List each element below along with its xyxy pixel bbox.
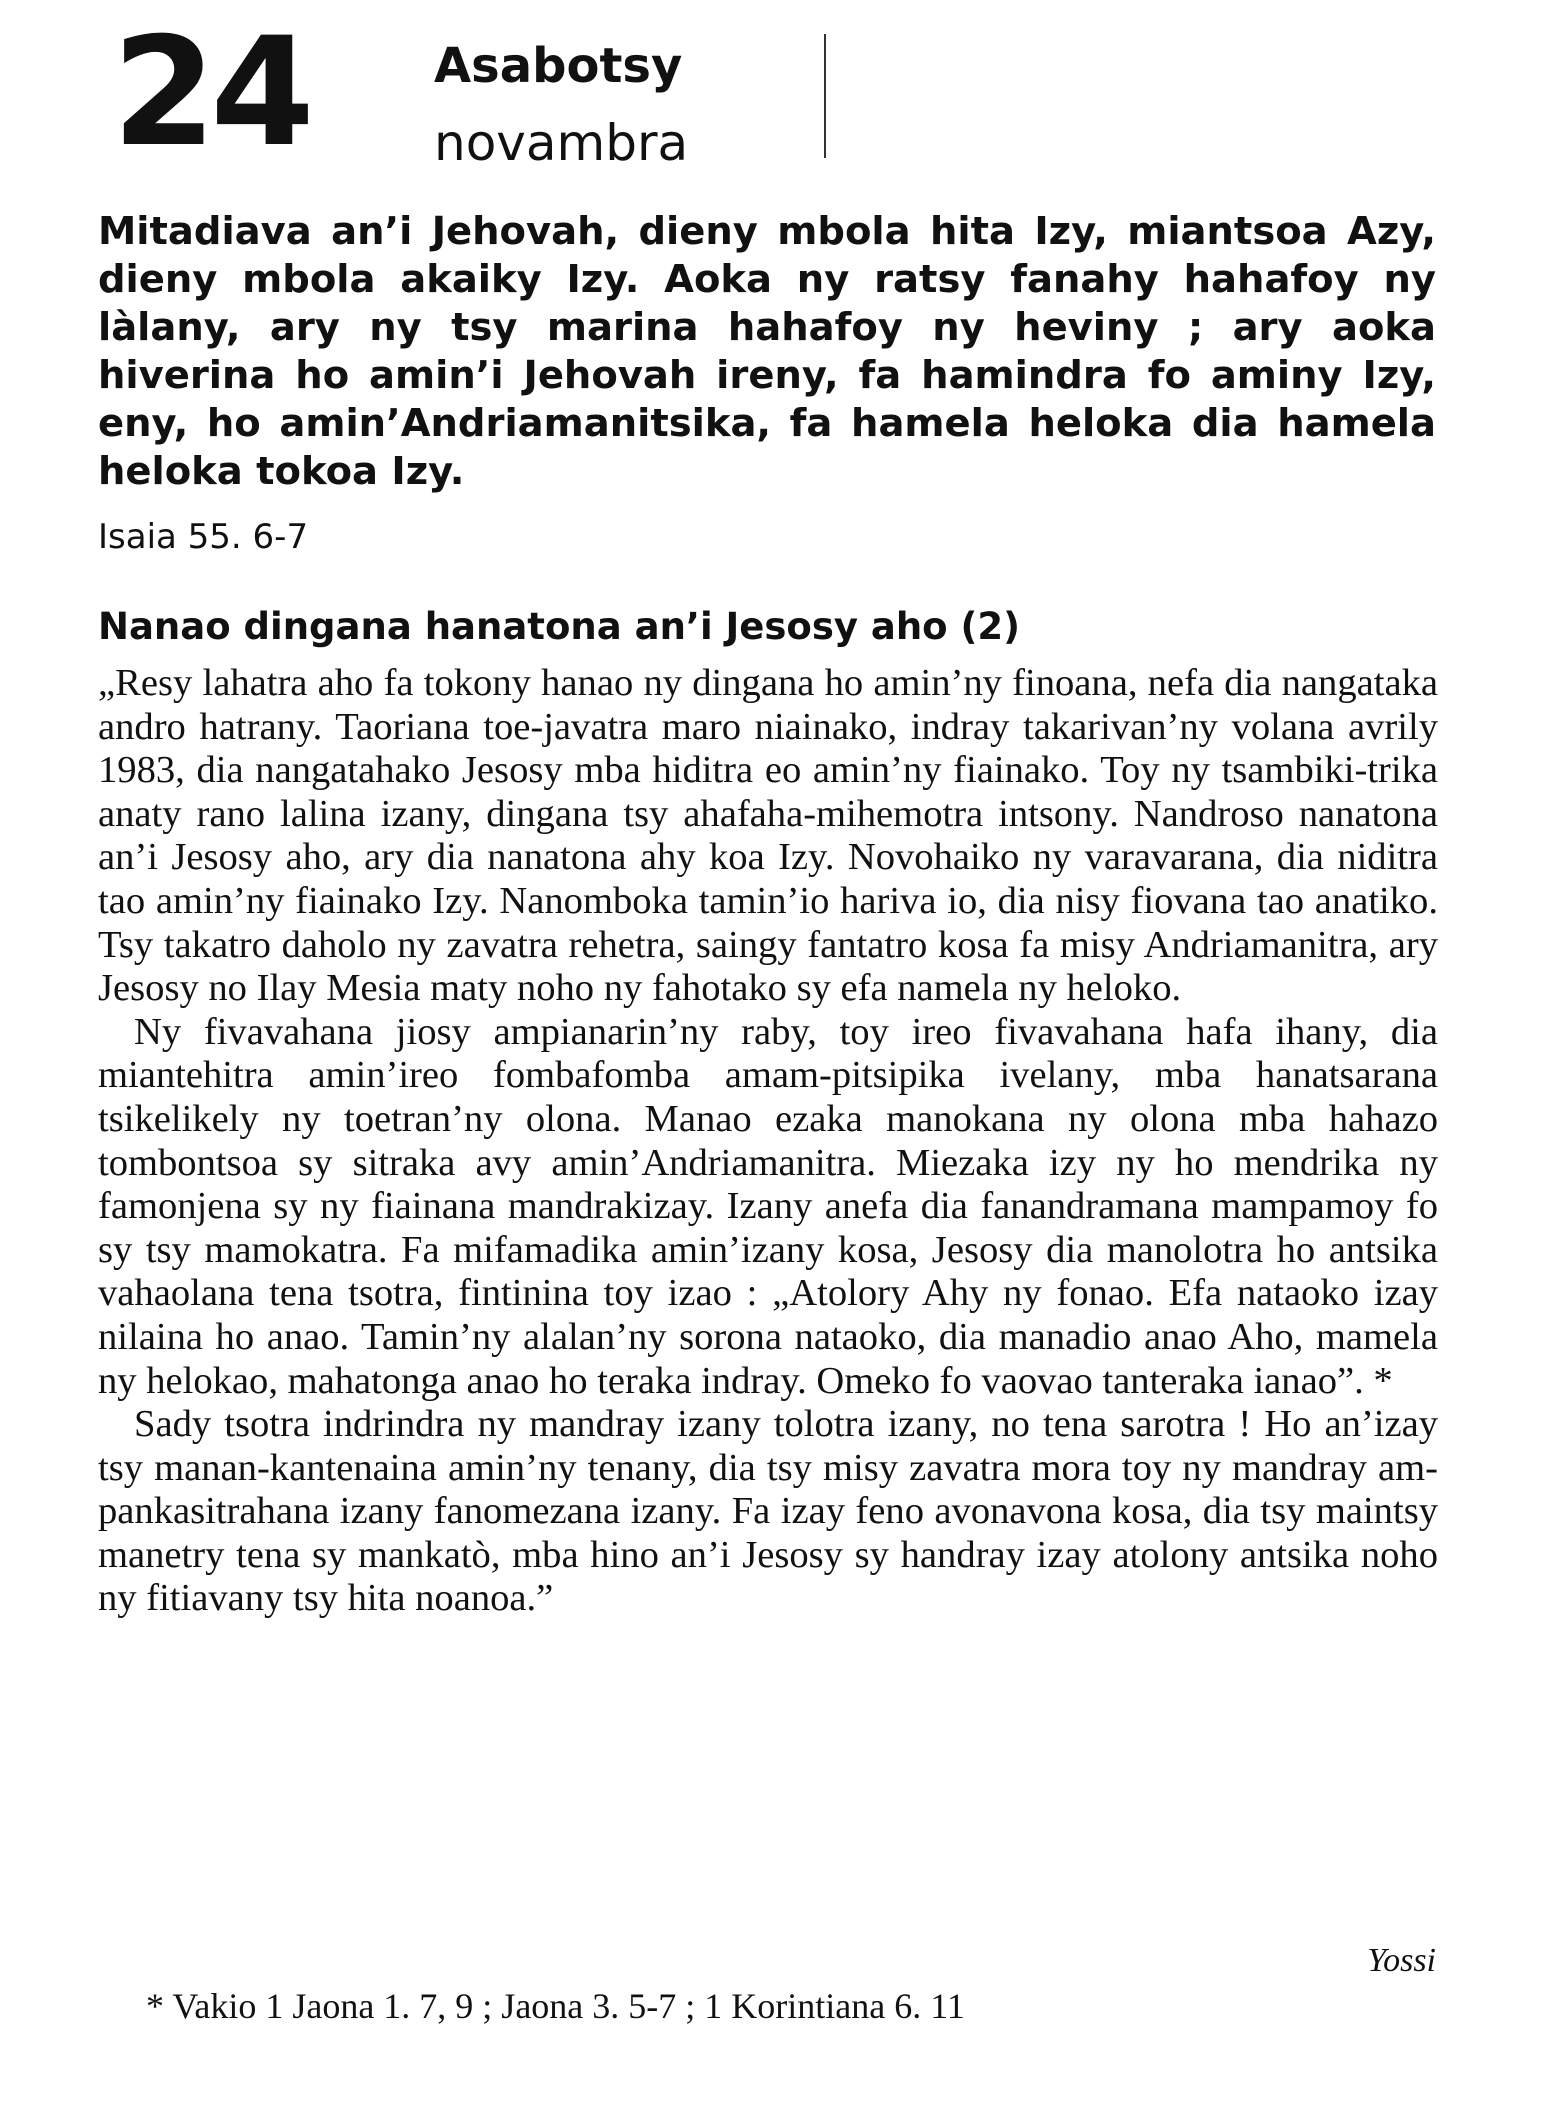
day-number: 24 <box>112 6 309 180</box>
article-paragraph: „Resy lahatra aho fa tokony hanao ny dingana ho amin’ny finoana, nefa dia nangataka andro hatrany. Taoriana toe-javatra maro niainako, indray takarivan’ny volana avrily 1983, dia nangatahako Jesosy mba hiditra eo amin’ny fiainako. Toy ny tsambiki-trika anaty rano lalina izany, dingana tsy ahafaha-mihemotra intsony. Nandroso nanatona an’i Jesosy aho, ary dia nanatona ahy koa Izy. Novohaiko ny varavarana, dia niditra tao amin’ny fiainako Izy. Nanomboka tamin’io hariva io, dia nisy fiovana tao anatiko. Tsy takatro daholo ny zavatra rehetra, saingy fantatro kosa fa misy Andriamanitra, ary Jesosy no Ilay Mesia maty noho ny fahotako sy efa namela ny heloko. <box>98 662 1438 1010</box>
article-title: Nanao dingana hanatona an’i Jesosy aho (2) <box>98 605 1021 648</box>
author-signature: Yossi <box>1367 1942 1436 1979</box>
header-divider <box>824 34 826 158</box>
article-paragraph: Sady tsotra indrindra ny mandray izany tolotra izany, no tena sarotra ! Ho an’izay tsy manan-kantenaina amin’ny tenany, dia tsy misy zavatra mora toy ny mandray am-pankasitrahana izany fanomezana izany. Fa izay feno avonavona kosa, dia tsy maintsy manetry tena sy mankatò, mba hino an’i Jesosy sy handray izay atolony antsika noho ny fitiavany tsy hita noanoa.” <box>98 1403 1438 1620</box>
month-label: novambra <box>434 114 689 172</box>
bible-verse: Mitadiava an’i Jehovah, dieny mbola hita Izy, miantsoa Azy, dieny mbola akaiky Izy. Aoka ny ratsy fanahy hahafoy ny làlany, ary ny tsy marina hahafoy ny heviny ; ary aoka hiverina ho amin’i Jehovah ireny, fa hamindra fo aminy Izy, eny, ho amin’Andriamanitsika, fa hamela heloka dia hamela heloka tokoa Izy. <box>98 209 1436 494</box>
footnote: * Vakio 1 Jaona 1. 7, 9 ; Jaona 3. 5-7 ; 1 Korintiana 6. 11 <box>146 1986 965 2026</box>
weekday-label: Asabotsy <box>434 38 683 94</box>
article-body <box>98 662 1438 1621</box>
article-paragraph: Ny fivavahana jiosy ampianarin’ny raby, toy ireo fivavahana hafa ihany, dia miantehitra amin’ireo fombafomba amam-pitsipika ivelany, mba hanatsarana tsikelikely ny toetran’ny olona. Manao ezaka manokana ny olona mba hahazo tombontsoa sy sitraka avy amin’Andriamanitra. Miezaka izy ny ho mendrika ny famonjena sy ny fiainana mandrakizay. Izany anefa dia fanandramana mampamoy fo sy tsy mamokatra. Fa mifamadika amin’izany kosa, Jesosy dia manolotra ho antsika vahaolana tena tsotra, fintinina toy izao : „Atolory Ahy ny fonao. Efa nataoko izay nilaina ho anao. Tamin’ny alalan’ny sorona nataoko, dia manadio anao Aho, mamela ny helokao, mahatonga anao ho teraka indray. Omeko fo vaovao tanteraka ianao”. * <box>98 1010 1438 1402</box>
verse-reference: Isaia 55. 6-7 <box>98 517 309 557</box>
